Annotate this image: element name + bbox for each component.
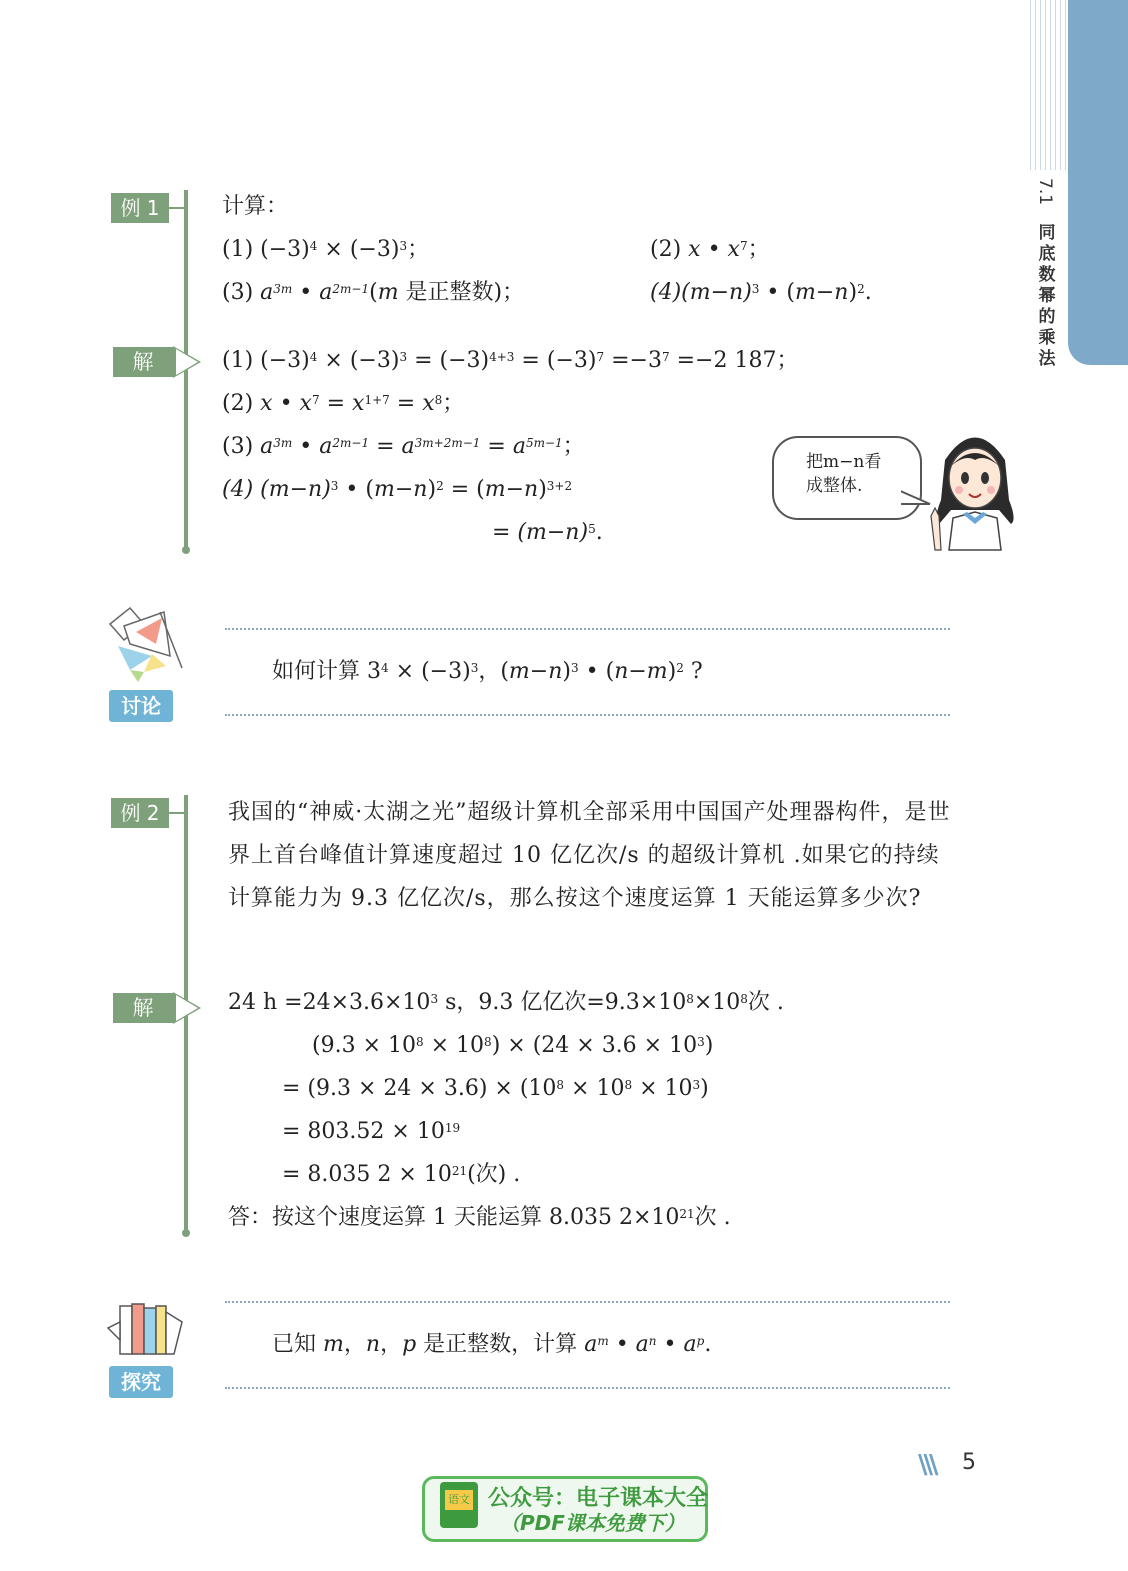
rule-end-dot: [182, 546, 190, 554]
section-title-char: 法: [1038, 349, 1056, 370]
example1-q1: (1) $(-3)^4 \times (-3)^3$；: [222, 237, 430, 262]
example2-label: 例 2: [111, 798, 169, 828]
example1-q2: (2) x • $x^7$；: [650, 237, 770, 262]
example2-step5: = 8.035 $2 \times 10^{21}$(次) .: [282, 1162, 521, 1187]
example2-step1: 24 $h =24\times 3.6\times 10^3$ s，9.3 亿亿次$=9.3\times 10^8\times 10^8$次 .: [228, 990, 784, 1015]
page-number: 5: [962, 1450, 976, 1475]
rule-end-dot: [182, 1229, 190, 1237]
divider-top: [225, 628, 950, 630]
divider-top: [225, 1301, 950, 1303]
girl-illustration: [925, 420, 1025, 552]
divider-bottom: [225, 1387, 950, 1389]
example2-answer: 答：按这个速度运算 1 天能运算 8.035 $2\times 10^{21}$次 .: [228, 1205, 731, 1230]
bubble-line: 成整体.: [806, 476, 863, 496]
example1-s5: = $(m-n)^5$.: [492, 520, 603, 545]
example1-q4: $(4)(m-n)^3$ • $(m-n)^2$.: [650, 280, 872, 305]
section-title-char: 的: [1038, 307, 1056, 328]
badge-line1: 公众号：电子课本大全: [488, 1486, 709, 1511]
divider-bottom: [225, 714, 950, 716]
discussion-text: 如何计算 $3^4 \times (-3)^3$，$(m-n)^3$ • $(n-m)^2$ ?: [272, 659, 703, 684]
books-icon: [104, 1300, 188, 1362]
example2-step4: = $803.52 \times 10^{19}$: [282, 1119, 461, 1144]
example1-label: 例 1: [111, 193, 169, 223]
example1-s2: (2) x • $x^7 = x^{1+7} = x^8$；: [222, 391, 465, 416]
example2-step3: = $(9.3 \times 24 \times 3.6) \times (10^8 \times 10^8 \times 10^3)$: [282, 1076, 709, 1101]
side-stripes: [1030, 0, 1070, 170]
example1-solution-label: 解: [113, 347, 173, 377]
solution-arrow-inner: [176, 349, 198, 375]
logo-text: 语文: [445, 1490, 473, 1510]
section-title-char: 同: [1038, 223, 1056, 244]
bubble-line: 把m−n看: [806, 452, 882, 472]
example2-solution-label: 解: [113, 993, 173, 1023]
page-decoration: \\\: [918, 1450, 935, 1480]
example1-s1: (1) $(-3)^4 \times (-3)^3 = (-3)^{4+3} = (-3)^7 =-3^7 =-2$ 187；: [222, 348, 799, 373]
section-title-char: 数: [1038, 265, 1056, 286]
section-heading: [1034, 178, 1060, 370]
example1-prompt: 计算：: [222, 194, 289, 219]
section-title-char: 乘: [1038, 328, 1056, 349]
discussion-label: 讨论: [109, 690, 173, 722]
example2-problem: 我国的“神威·太湖之光”超级计算机全部采用中国国产处理器构件，是世界上首台峰值计算速度超过 10 亿亿次/s 的超级计算机 .如果它的持续计算能力为 9.3 亿亿次/s，那么按这个速度运算 1 天能运算多少次?: [228, 800, 951, 911]
section-number: 7.1: [1035, 178, 1055, 206]
explore-label: 探究: [109, 1366, 173, 1398]
section-title-char: 底: [1038, 244, 1056, 265]
book-logo-icon: [440, 1482, 478, 1528]
tangram-icon: [100, 604, 186, 684]
example1-s3: (3) $a^{3m}$ • $a^{2m-1} = a^{3m+2m-1} = a^{5m-1}$；: [222, 434, 585, 459]
section-title-char: 幂: [1038, 286, 1056, 307]
example1-s4: (4) $(m-n)^3$ • $(m-n)^2 = (m-n)^{3+2}$: [222, 477, 573, 502]
example1-q3: (3) $a^{3m}$ • $a^{2m-1}(m$ 是正整数)；: [222, 280, 525, 305]
explore-text: 已知 m，n，p 是正整数，计算 $a^m$ • $a^n$ • $a^p$.: [272, 1332, 712, 1357]
solution-arrow-inner: [176, 995, 198, 1021]
badge-line2: （PDF课本免费下）: [500, 1511, 685, 1535]
side-tab: [1068, 0, 1128, 365]
bubble-text: [806, 450, 906, 498]
example2-step2: $(9.3 \times 10^8 \times 10^8) \times (24 \times 3.6 \times 10^3)$: [312, 1033, 714, 1058]
